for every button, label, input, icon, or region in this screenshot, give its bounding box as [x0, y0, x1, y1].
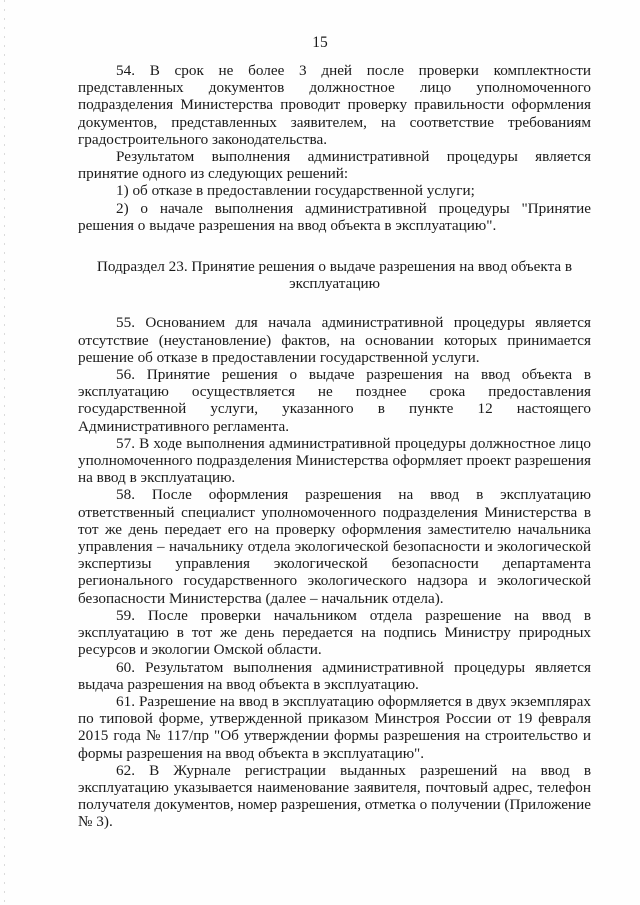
document-body — [78, 62, 591, 831]
paragraph-61: 61. Разрешение на ввод в эксплуатацию оформляется в двух экземплярах по типовой форме, утвержденной приказом Минстроя России от 19 февраля 2015 года № 117/пр "Об утверждении формы разрешения на строительство и формы разрешения на ввод объекта в эксплуатацию". — [78, 692, 591, 762]
paragraph-59: 59. После проверки начальником отдела разрешение на ввод в эксплуатацию в тот же день передается на подпись Министру природных ресурсов и экологии Омской области. — [78, 606, 591, 659]
scan-edge-line — [4, 0, 5, 905]
list-item-2: 2) о начале выполнения административной процедуры "Принятие решения о выдаче разрешения на ввод объекта в эксплуатацию". — [78, 199, 591, 234]
paragraph-60: 60. Результатом выполнения административной процедуры является выдача разрешения на ввод объекта в эксплуатацию. — [78, 658, 591, 693]
paragraph-55: 55. Основанием для начала административной процедуры является отсутствие (неустановление) фактов, на основании которых принимается решение об отказе в предоставлении государственной услуги. — [78, 314, 591, 366]
page-number: 15 — [312, 34, 328, 51]
paragraph-57: 57. В ходе выполнения административной процедуры должностное лицо уполномоченного подразделения Министерства оформляет проект разрешения на ввод в эксплуатацию. — [78, 434, 591, 487]
paragraph-62: 62. В Журнале регистрации выданных разрешений на ввод в эксплуатацию указывается наименование заявителя, почтовый адрес, телефон получателя документов, номер разрешения, отметка о получении (Приложение № 3). — [78, 761, 591, 831]
paragraph-56: 56. Принятие решения о выдаче разрешения на ввод объекта в эксплуатацию осуществляется не позднее срока предоставления государственной услуги, указанного в пункте 12 настоящего Административного регламента. — [78, 366, 591, 435]
list-item-1: 1) об отказе в предоставлении государственной услуги; — [116, 182, 475, 200]
paragraph-result: Результатом выполнения административной процедуры является принятие одного из следующих решений: — [78, 148, 591, 183]
paragraph-58: 58. После оформления разрешения на ввод в эксплуатацию ответственный специалист уполномоченного подразделения Министерства в тот же день передает его на проверку оформления заместителю начальника управления – начальнику отдела экологической безопасности и экологической экспертизы управления экологической безопасности департамента регионального государственного экологического надзора и экологической безопасности Министерства (далее – начальник отдела). — [78, 486, 591, 607]
section-heading: Подраздел 23. Принятие решения о выдаче разрешения на ввод объекта в эксплуатацию — [96, 258, 573, 293]
paragraph-54: 54. В срок не более 3 дней после проверки комплектности представленных документов должностное лицо уполномоченного подразделения Министерства проводит проверку правильности оформления документов, представленных заявителем, на соответствие требованиям градостроительного законодательства. — [78, 62, 591, 148]
